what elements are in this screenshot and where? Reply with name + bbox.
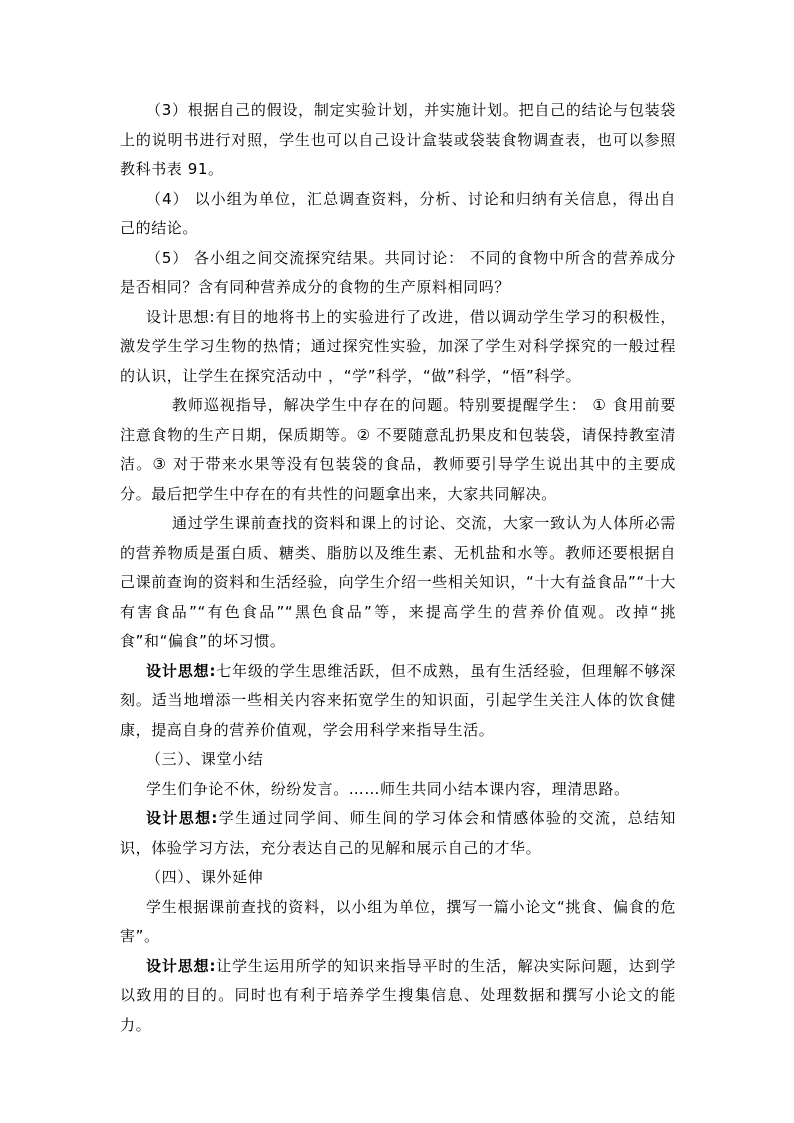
paragraph-text: 通过学生课前查找的资料和课上的讨论、交流，大家一致认为人体所必需的营养物质是蛋白质、糖类、脂肪以及维生素、无机盐和水等。教师还要根据自己课前查询的资料和生活经验，向学生介绍一些相关知识，“十大有益食品”“十大有害食品”“有色食品”“黑色食品”等，来提高学生的营养价值观。改掉“挑食”和“偏食”的坏习惯。 [120, 514, 676, 650]
paragraph-nutrients [120, 509, 676, 657]
paragraph-design-idea-2 [120, 657, 676, 746]
paragraph-step-4 [120, 185, 676, 244]
paragraph-text: （3）根据自己的假设，制定实验计划，并实施计划。把自己的结论与包装袋上的说明书进行对照，学生也可以自己设计盒装或袋装食物调查表，也可以参照教科书表 91。 [120, 101, 676, 178]
design-idea-label: 设计思想: [146, 956, 217, 975]
paragraph-text: 学生们争论不休，纷纷发言。……师生共同小结本课内容，理清思路。 [146, 779, 630, 798]
paragraph-text: （5） 各小组之间交流探究结果。共同讨论： 不同的食物中所含的营养成分是否相同？含有同种营养成分的食物的生产原料相同吗？ [120, 248, 676, 296]
paragraph-text: （4） 以小组为单位，汇总调查资料，分析、讨论和归纳有关信息，得出自己的结论。 [120, 189, 676, 237]
design-idea-label: 设计思想: [146, 307, 216, 326]
paragraph-design-idea-4 [120, 952, 676, 1041]
document-body [120, 96, 676, 1040]
design-idea-label: 设计思想: [146, 809, 219, 827]
section-heading-extension: （四）、课外延伸 [146, 868, 264, 886]
paragraph-text: 教师巡视指导，解决学生中存在的问题。特别要提醒学生： ① 食用前要注意食物的生产日期，保质期等。② 不要随意乱扔果皮和包装袋，请保持教室清洁。③ 对于带来水果等没有包装袋的食品，教师要引导学生说出其中的主要成分。最后把学生中存在的有共性的问题拿出来，大家共同解决。 [120, 396, 676, 503]
paragraph-teacher-guidance [120, 391, 676, 509]
paragraph-extension [120, 893, 676, 952]
paragraph-text: 学生通过同学间、师生间的学习体会和情感体验的交流，总结知识，体验学习方法，充分表达自己的见解和展示自己的才华。 [120, 809, 676, 857]
paragraph-text: 七年级的学生思维活跃，但不成熟，虽有生活经验，但理解不够深刻。适当地增添一些相关内容来拓宽学生的知识面，引起学生关注人体的饮食健康，提高自身的营养价值观，学会用科学来指导生活。 [120, 661, 677, 739]
paragraph-text: 让学生运用所学的知识来指导平时的生活，解决实际问题，达到学以致用的目的。同时也有利于培养学生搜集信息、处理数据和撰写小论文的能力。 [120, 956, 677, 1034]
paragraph-text: 学生根据课前查找的资料，以小组为单位，撰写一篇小论文“挑食、偏食的危害”。 [120, 897, 676, 945]
paragraph-design-idea-1 [120, 303, 676, 392]
paragraph-design-idea-3 [120, 804, 676, 863]
section-heading-summary: （三）、课堂小结 [146, 750, 264, 768]
design-idea-label: 设计思想: [146, 661, 217, 680]
paragraph-summary [120, 775, 676, 805]
paragraph-step-3 [120, 96, 676, 185]
paragraph-step-5 [120, 244, 676, 303]
paragraph-text: 有目的地将书上的实验进行了改进，借以调动学生学习的积极性，激发学生学习生物的热情；通过探究性实验，加深了学生对科学探究的一般过程的认识，让学生在探究活动中 ，“学”科学，“做”科学，“悟”科学。 [120, 307, 676, 385]
